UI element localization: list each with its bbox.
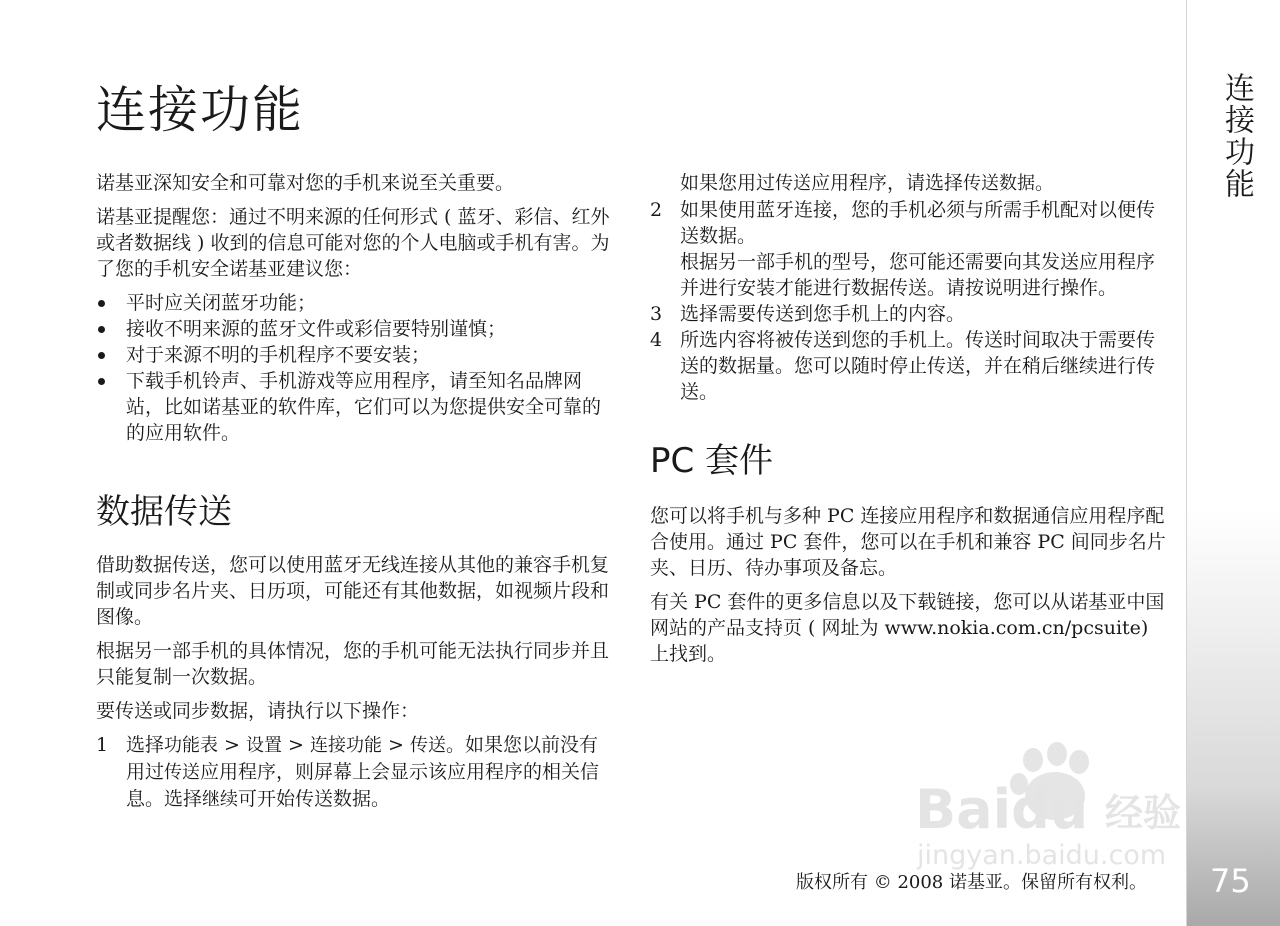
right-column xyxy=(650,170,1170,675)
page-number: 75 xyxy=(1210,862,1251,900)
menu-path: 设置 xyxy=(246,735,283,756)
step-item: 1 选择功能表 > 设置 > 连接功能 > 传送。如果您以前没有用过传送应用程序，则屏幕上会显示该应用程序的相关信息。选择继续可开始传送数据。 xyxy=(96,734,600,810)
list-item: 对于来源不明的手机程序不要安装； xyxy=(96,342,616,368)
advice-list xyxy=(96,290,616,446)
step-number: 4 xyxy=(650,329,663,351)
bullet-icon xyxy=(98,378,105,385)
watermark-cn: 经验 xyxy=(1105,791,1182,835)
warning-paragraph: 诺基亚提醒您：通过不明来源的任何形式 ( 蓝牙、彩信、红外或者数据线 ) 收到的信息可能对您的个人电脑或手机有害。为了您的手机安全诺基亚建议您： xyxy=(96,206,610,280)
list-item: 平时应关闭蓝牙功能； xyxy=(96,290,616,316)
step-number: 1 xyxy=(96,734,109,756)
step-item: 2 如果使用蓝牙连接，您的手机必须与所需手机配对以便传送数据。 根据另一部手机的型号，您可能还需要向其发送应用程序并进行安装才能进行数据传送。请按说明进行操作。 xyxy=(650,199,1156,299)
steps-list xyxy=(96,732,616,813)
pc-suite-paragraph: 有关 PC 套件的更多信息以及下载链接，您可以从诺基亚中国网站的产品支持页 ( 网址为 www.nokia.com.cn/pcsuite) 上找到。 xyxy=(650,591,1165,665)
list-item: 接收不明来源的蓝牙文件或彩信要特别谨慎； xyxy=(96,316,616,342)
section-heading-data-transfer: 数据传送 xyxy=(96,492,232,532)
data-transfer-paragraph: 要传送或同步数据，请执行以下操作： xyxy=(96,700,420,722)
bullet-icon xyxy=(98,326,105,333)
data-transfer-paragraph: 根据另一部手机的具体情况，您的手机可能无法执行同步并且只能复制一次数据。 xyxy=(96,640,610,688)
list-item: 下载手机铃声、手机游戏等应用程序，请至知名品牌网站，比如诺基亚的软件库，它们可以为您提供安全可靠的的应用软件。 xyxy=(96,368,616,446)
menu-path: 传送 xyxy=(410,735,447,756)
step-item: 3 选择需要传送到您手机上的内容。 xyxy=(650,303,966,325)
step-item: 4 所选内容将被传送到您的手机上。传送时间取决于需要传送的数据量。您可以随时停止传送，并在稍后继续进行传送。 xyxy=(650,329,1156,403)
bullet-icon xyxy=(98,300,105,307)
bullet-icon xyxy=(98,352,105,359)
menu-path: 功能表 xyxy=(164,735,219,756)
step-number: 3 xyxy=(650,303,663,325)
step-number: 2 xyxy=(650,199,663,221)
menu-path: 继续 xyxy=(202,789,239,810)
left-column xyxy=(96,170,616,813)
intro-paragraph: 诺基亚深知安全和可靠对您的手机来说至关重要。 xyxy=(96,172,515,194)
watermark-url: jingyan.baidu.com xyxy=(917,840,1167,870)
steps-list xyxy=(650,197,1170,405)
data-transfer-paragraph: 借助数据传送，您可以使用蓝牙无线连接从其他的兼容手机复制或同步名片夹、日历项，可能还有其他数据，如视频片段和图像。 xyxy=(96,554,610,628)
section-heading-pc-suite: PC 套件 xyxy=(650,441,774,481)
step-continuation: 如果您用过传送应用程序，请选择传送数据。 xyxy=(680,172,1055,194)
menu-path: 传送 xyxy=(164,762,201,783)
watermark-brand: Baidu xyxy=(915,778,1089,841)
copyright-notice: 版权所有 © 2008 诺基亚。保留所有权利。 xyxy=(796,872,1147,893)
menu-path: 连接功能 xyxy=(310,735,383,756)
side-tab-title: 连接功能 xyxy=(1219,72,1254,200)
baidu-watermark-logo xyxy=(915,740,1215,870)
menu-path: 传送数据 xyxy=(963,173,1036,194)
page-title: 连接功能 xyxy=(96,81,304,139)
pc-suite-paragraph: 您可以将手机与多种 PC 连接应用程序和数据通信应用程序配合使用。通过 PC 套件，您可以在手机和兼容 PC 间同步名片夹、日历、待办事项及备忘。 xyxy=(650,505,1166,579)
menu-path: 传送 xyxy=(775,173,812,194)
